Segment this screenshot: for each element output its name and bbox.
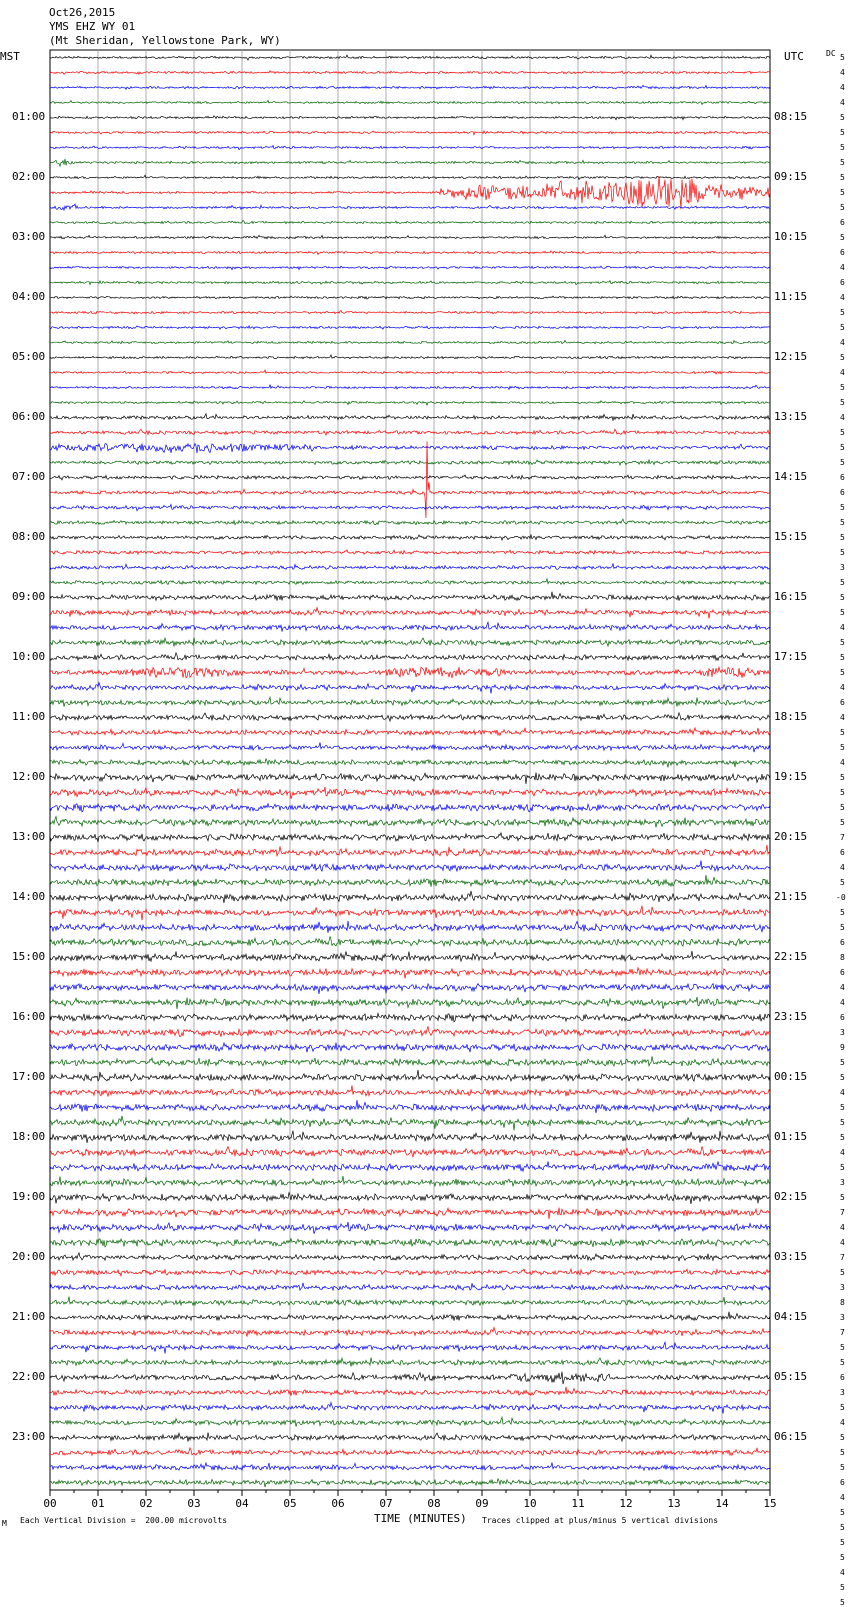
left-hour-label: 01:00 [12, 109, 46, 123]
dc-value: 6 [840, 247, 845, 257]
dc-value: 5 [840, 907, 845, 917]
right-hour-label: 00:15 [774, 1069, 808, 1083]
x-tick-label: 10 [523, 1497, 537, 1510]
dc-value: 5 [840, 802, 845, 812]
dc-value: 5 [840, 112, 845, 122]
right-hour-label: 19:15 [774, 769, 808, 783]
dc-value: 5 [840, 1462, 845, 1472]
dc-value: 5 [840, 547, 845, 557]
dc-value: 6 [840, 1477, 845, 1487]
left-hour-label: 08:00 [12, 529, 46, 543]
right-hour-label: 09:15 [774, 169, 808, 183]
dc-value: 5 [840, 1552, 845, 1562]
dc-value: 8 [840, 952, 845, 962]
left-hour-label: 03:00 [12, 229, 46, 243]
left-hour-label: 18:00 [12, 1129, 46, 1143]
right-hour-label: 15:15 [774, 529, 808, 543]
dc-value: 5 [840, 1192, 845, 1202]
right-hour-label: 14:15 [774, 469, 808, 483]
left-hour-label: 09:00 [12, 589, 46, 603]
date-label: Oct26,2015 [49, 6, 116, 19]
left-hour-label: 16:00 [12, 1009, 46, 1023]
dc-value: 5 [840, 727, 845, 737]
right-hour-label: 18:15 [774, 709, 808, 723]
dc-value: 5 [840, 427, 845, 437]
right-hour-label: 11:15 [774, 289, 808, 303]
x-tick-label: 13 [667, 1497, 681, 1510]
right-hour-label: 04:15 [774, 1309, 808, 1323]
x-tick-label: 12 [619, 1497, 633, 1510]
location-label: (Mt Sheridan, Yellowstone Park, WY) [49, 34, 281, 47]
dc-value: 4 [840, 1222, 845, 1232]
dc-value: 4 [840, 997, 845, 1007]
x-tick-label: 08 [427, 1497, 441, 1510]
dc-value: 5 [840, 817, 845, 827]
dc-value: 5 [840, 577, 845, 587]
right-hour-label: 01:15 [774, 1129, 808, 1143]
right-hour-label: 17:15 [774, 649, 808, 663]
dc-value: 5 [840, 1267, 845, 1277]
station-label: YMS EHZ WY 01 [49, 20, 136, 33]
right-hour-label: 02:15 [774, 1189, 808, 1203]
dc-value: 5 [840, 637, 845, 647]
dc-value: 5 [840, 1582, 845, 1592]
dc-value: 4 [840, 982, 845, 992]
dc-value: 4 [840, 67, 845, 77]
left-hour-label: 23:00 [12, 1429, 46, 1443]
left-hour-label: 21:00 [12, 1309, 46, 1323]
dc-value: 5 [840, 442, 845, 452]
right-hour-label: 23:15 [774, 1009, 808, 1023]
dc-value: 5 [840, 1162, 845, 1172]
dc-value: 5 [840, 592, 845, 602]
x-tick-label: 09 [475, 1497, 489, 1510]
dc-value: 4 [840, 1492, 845, 1502]
dc-value: 5 [840, 1402, 845, 1412]
left-hour-label: 12:00 [12, 769, 46, 783]
corner-mark: M [2, 1519, 7, 1528]
dc-value: 6 [840, 697, 845, 707]
dc-value: 6 [840, 277, 845, 287]
x-tick-label: 02 [139, 1497, 153, 1510]
right-hour-label: 12:15 [774, 349, 808, 363]
right-hour-label: 21:15 [774, 889, 808, 903]
right-hour-label: 03:15 [774, 1249, 808, 1263]
dc-value: 4 [840, 1147, 845, 1157]
dc-value: 5 [840, 1057, 845, 1067]
dc-value: 4 [840, 1237, 845, 1247]
x-tick-label: 05 [283, 1497, 297, 1510]
left-hour-label: 11:00 [12, 709, 46, 723]
x-tick-label: 06 [331, 1497, 345, 1510]
dc-value: 5 [840, 532, 845, 542]
dc-value: 5 [840, 352, 845, 362]
dc-value: 7 [840, 1207, 845, 1217]
dc-value: 3 [840, 1312, 845, 1322]
dc-value: 5 [840, 1522, 845, 1532]
x-tick-label: 14 [715, 1497, 729, 1510]
left-hour-label: 22:00 [12, 1369, 46, 1383]
dc-value: 4 [840, 712, 845, 722]
dc-value: 7 [840, 1252, 845, 1262]
dc-value: 3 [840, 1387, 845, 1397]
dc-value: 3 [840, 1177, 845, 1187]
left-hour-label: 10:00 [12, 649, 46, 663]
dc-value: 4 [840, 1567, 845, 1577]
dc-value: 6 [840, 1372, 845, 1382]
left-hour-label: 07:00 [12, 469, 46, 483]
dc-value: 3 [840, 1282, 845, 1292]
dc-value: 4 [840, 82, 845, 92]
dc-value: 5 [840, 1357, 845, 1367]
dc-value: 5 [840, 877, 845, 887]
dc-value: -0 [836, 892, 846, 902]
dc-value: 5 [840, 1597, 845, 1607]
left-hour-label: 15:00 [12, 949, 46, 963]
dc-value: 3 [840, 1027, 845, 1037]
dc-value: 9 [840, 1042, 845, 1052]
dc-value: 6 [840, 937, 845, 947]
dc-value: 7 [840, 1327, 845, 1337]
dc-value: 8 [840, 1297, 845, 1307]
left-hour-label: 19:00 [12, 1189, 46, 1203]
left-hour-label: 06:00 [12, 409, 46, 423]
dc-value: 4 [840, 262, 845, 272]
dc-value: 7 [840, 832, 845, 842]
dc-value: 5 [840, 127, 845, 137]
left-hour-label: 14:00 [12, 889, 46, 903]
dc-value: 4 [840, 337, 845, 347]
dc-value: 5 [840, 1342, 845, 1352]
left-hour-label: 13:00 [12, 829, 46, 843]
dc-value: 5 [840, 502, 845, 512]
x-tick-label: 03 [187, 1497, 201, 1510]
dc-value: 5 [840, 652, 845, 662]
dc-value: 5 [840, 667, 845, 677]
dc-value: 5 [840, 607, 845, 617]
x-tick-label: 11 [571, 1497, 585, 1510]
dc-value: 4 [840, 1087, 845, 1097]
right-hour-label: 08:15 [774, 109, 808, 123]
right-hour-label: 06:15 [774, 1429, 808, 1443]
left-hour-label: 05:00 [12, 349, 46, 363]
right-timezone-label: UTC [784, 50, 804, 63]
dc-value: 5 [840, 382, 845, 392]
right-hour-label: 20:15 [774, 829, 808, 843]
clip-note: Traces clipped at plus/minus 5 vertical divisions [482, 1516, 719, 1525]
right-hour-label: 22:15 [774, 949, 808, 963]
x-tick-label: 04 [235, 1497, 249, 1510]
dc-value: 6 [840, 967, 845, 977]
dc-value: 5 [840, 322, 845, 332]
dc-value: 5 [840, 1447, 845, 1457]
left-hour-label: 02:00 [12, 169, 46, 183]
x-axis-label: TIME (MINUTES) [374, 1512, 467, 1525]
dc-value: 5 [840, 52, 845, 62]
dc-value: 6 [840, 472, 845, 482]
x-tick-group [43, 1490, 776, 1510]
dc-value: 4 [840, 622, 845, 632]
dc-value: 4 [840, 412, 845, 422]
dc-value: 6 [840, 847, 845, 857]
dc-value: 5 [840, 157, 845, 167]
dc-value: 6 [840, 217, 845, 227]
right-hour-label: 10:15 [774, 229, 808, 243]
dc-value: 6 [840, 1012, 845, 1022]
dc-value: 5 [840, 1507, 845, 1517]
left-timezone-label: MST [0, 50, 20, 63]
right-hour-label: 05:15 [774, 1369, 808, 1383]
dc-value: 5 [840, 1132, 845, 1142]
dc-value: 5 [840, 142, 845, 152]
scale-note: Each Vertical Division = 200.00 microvolts [20, 1516, 228, 1525]
dc-value: 4 [840, 862, 845, 872]
dc-value: 4 [840, 367, 845, 377]
dc-value: 5 [840, 397, 845, 407]
right-hour-label: 16:15 [774, 589, 808, 603]
x-tick-label: 00 [43, 1497, 57, 1510]
dc-value: 5 [840, 1537, 845, 1547]
dc-value: 5 [840, 787, 845, 797]
dc-value: 3 [840, 562, 845, 572]
dc-value: 4 [840, 292, 845, 302]
dc-value: 6 [840, 487, 845, 497]
dc-value: 5 [840, 517, 845, 527]
dc-value: 5 [840, 232, 845, 242]
dc-value: 5 [840, 172, 845, 182]
left-hour-label: 17:00 [12, 1069, 46, 1083]
dc-value: 5 [840, 1117, 845, 1127]
left-hour-label: 04:00 [12, 289, 46, 303]
dc-value: 4 [840, 97, 845, 107]
x-tick-label: 07 [379, 1497, 393, 1510]
x-tick-label: 15 [763, 1497, 777, 1510]
dc-value: 4 [840, 1417, 845, 1427]
dc-value: 5 [840, 1102, 845, 1112]
dc-value: 5 [840, 202, 845, 212]
dc-value: 4 [840, 682, 845, 692]
left-hour-label: 20:00 [12, 1249, 46, 1263]
dc-value: 4 [840, 757, 845, 767]
dc-value: 5 [840, 1432, 845, 1442]
dc-value: 5 [840, 922, 845, 932]
dc-value: 5 [840, 742, 845, 752]
dc-value: 5 [840, 307, 845, 317]
x-tick-label: 01 [91, 1497, 105, 1510]
right-hour-label: 13:15 [774, 409, 808, 423]
dc-value: 5 [840, 457, 845, 467]
dc-value: 5 [840, 772, 845, 782]
dc-label: DC [826, 49, 836, 58]
dc-value: 5 [840, 1072, 845, 1082]
dc-value: 5 [840, 187, 845, 197]
